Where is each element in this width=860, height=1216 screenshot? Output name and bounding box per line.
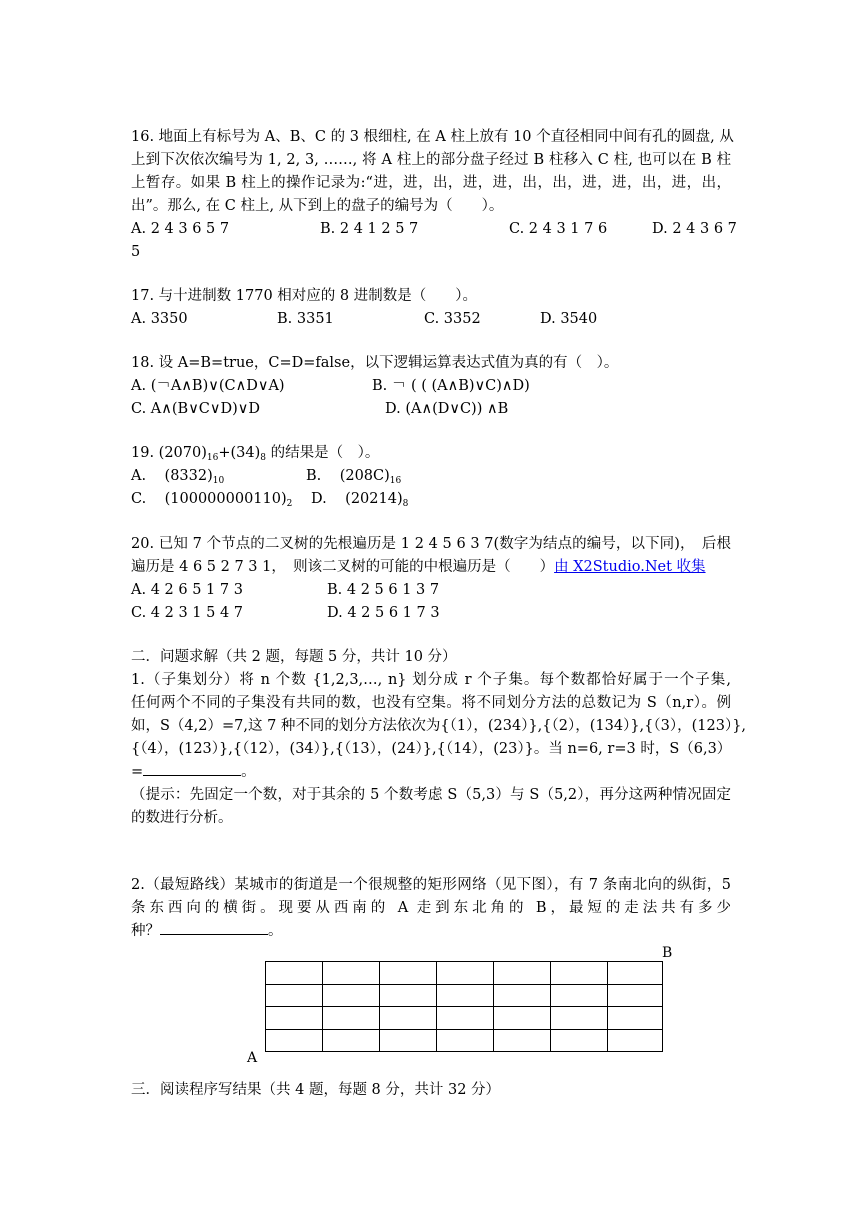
problem-2-line-1: 2.（最短路线）某城市的街道是一个很规整的矩形网络（见下图），有 7 条南北向的纵街，5 (131, 877, 731, 893)
q16-option-d-wrap: 5 (131, 244, 141, 260)
problem-1-line-3: 如，S（4,2）=7,这 7 种不同的划分方法依次为{（1），(234）},{（2），(134）},{（3），(123）}, (131, 718, 747, 734)
street-line (266, 984, 662, 985)
q18-option-b: B. ￢ ( ( (A∧B)∨C)∧D) (372, 378, 530, 394)
q20-option-d: D. 4 2 5 6 1 7 3 (327, 605, 440, 621)
q19-option-c: C. $(100000000110)_2$ (131, 491, 293, 509)
q18-option-a: A. (￢A∧B)∨(C∧D∨A) (131, 378, 285, 394)
q19-option-d: D. $(20214)_8$ (311, 491, 409, 509)
problem-1-line-4: {（4），(123）},{（12），(34）},{（13），(24）},{（14），(23）}。当 n=6, r=3 时，S（6,3） (131, 741, 732, 757)
q20-option-c: C. 4 2 3 1 5 4 7 (131, 605, 244, 621)
source-link[interactable]: 由 X2Studio.Net 收集 (554, 559, 706, 575)
street-grid (265, 961, 663, 1052)
q20-line-1: 20. 已知 7 个节点的二叉树的先根遍历是 1 2 4 5 6 3 7(数字为结点的编号，以下同)， 后根 (131, 536, 731, 552)
q16-line-4: 出”。那么, 在 C 柱上, 从下到上的盘子的编号为（ ）。 (131, 198, 504, 214)
answer-blank-1[interactable] (143, 761, 241, 776)
problem-2-line-2: 条东西向的横街。现要从西南的 A 走到东北角的 B，最短的走法共有多少 (131, 900, 731, 916)
q16-option-c: C. 2 4 3 1 7 6 (509, 221, 608, 237)
problem-1-line-1: 1.（子集划分）将 n 个数 {1,2,3,…, n} 划分成 r 个子集。每个数都恰好属于一个子集, (131, 672, 731, 688)
q19-option-b: B. $(208C)_{16}$ (306, 468, 402, 486)
street-line (266, 1006, 662, 1007)
q16-line-3: 上暂存。如果 B 柱上的操作记录为:“进，进，出，进，进，出，出，进，进，出，进，出， (131, 175, 731, 191)
q17-option-b: B. 3351 (277, 311, 334, 327)
q20-option-a: A. 4 2 6 5 1 7 3 (131, 582, 243, 598)
q17-option-c: C. 3352 (424, 311, 481, 327)
section-2-heading: 二．问题求解（共 2 题，每题 5 分，共计 10 分） (131, 649, 457, 665)
q17-option-a: A. 3350 (131, 311, 188, 327)
street-line (266, 1029, 662, 1030)
problem-1-hint-1: （提示：先固定一个数，对于其余的 5 个数考虑 S（5,3）与 S（5,2），再分这两种情况固定 (131, 787, 731, 803)
problem-1-line-2: 任何两个不同的子集没有共同的数，也没有空集。将不同划分方法的总数记为 S（n,r）。例 (131, 695, 731, 711)
q20-option-b: B. 4 2 5 6 1 3 7 (327, 582, 440, 598)
q16-option-a: A. 2 4 3 6 5 7 (131, 221, 230, 237)
answer-blank-2[interactable] (160, 920, 268, 935)
corner-label-b: B (662, 945, 673, 961)
corner-label-a: A (247, 1050, 258, 1066)
q16-option-d: D. 2 4 3 6 7 (652, 221, 737, 237)
q16-line-2: 上到下次依次编号为 1, 2, 3, ……, 将 A 柱上的部分盘子经过 B 柱移入 C 柱, 也可以在 B 柱 (131, 152, 731, 168)
q18-option-d: D. (A∧(D∨C)) ∧B (385, 401, 509, 417)
q16-option-b: B. 2 4 1 2 5 7 (320, 221, 419, 237)
q17-option-d: D. 3540 (540, 311, 598, 327)
problem-1-line-5: = 。 (131, 761, 256, 783)
problem-2-line-3: 种？ 。 (131, 920, 283, 942)
q17-line-1: 17. 与十进制数 1770 相对应的 8 进制数是（ ）。 (131, 288, 477, 304)
q20-line-2: 遍历是 4 6 5 2 7 3 1， 则该二叉树的可能的中根遍历是（ ）由 X2Studio.Net 收集 (131, 559, 706, 575)
q19-option-a: A. $(8332)_{10}$ (131, 468, 225, 486)
q18-option-c: C. A∧(B∨C∨D)∨D (131, 401, 261, 417)
section-3-heading: 三．阅读程序写结果（共 4 题，每题 8 分，共计 32 分） (131, 1082, 501, 1098)
q19-line-1: 19. $(2070)_{16}+(34)_8$ 的结果是（ ）。 (131, 445, 380, 463)
q18-line-1: 18. 设 A=B=true，C=D=false，以下逻辑运算表达式值为真的有（ ）。 (131, 355, 619, 371)
q16-line-1: 16. 地面上有标号为 A、B、C 的 3 根细柱, 在 A 柱上放有 10 个直径相同中间有孔的圆盘, 从 (131, 129, 734, 145)
problem-1-hint-2: 的数进行分析。 (131, 810, 233, 826)
